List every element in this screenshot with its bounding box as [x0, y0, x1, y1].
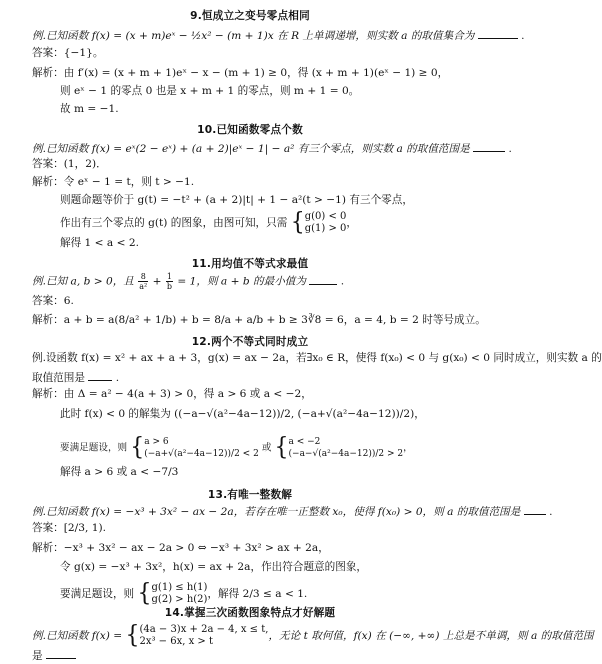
fraction-8-over-a2 — [138, 272, 148, 291]
section-14-title: 14.掌握三次函数图象特点才好解题 — [164, 607, 336, 619]
condition-stack — [152, 582, 208, 606]
section-11-answer: 答案：6. — [32, 295, 74, 307]
section-12-solution-line-1: 解析：由 Δ = a² − 4(a + 3) > 0，得 a > 6 或 a < −2， — [32, 388, 312, 400]
left-brace: { — [125, 621, 140, 650]
condition-1: a > 6 — [144, 437, 169, 447]
answer-blank — [309, 274, 337, 285]
denominator: b — [166, 282, 173, 291]
section-9-solution-line-3: 故 m = −1. — [60, 103, 119, 115]
numerator: 8 — [138, 272, 148, 282]
section-13-example-text: 例.已知函数 f(x) = −x³ + 3x² − ax − 2a，若存在唯一正整数 x₀，使得 f(x₀) > 0，则 a 的取值范围是 — [32, 506, 521, 518]
condition-stack-1 — [144, 436, 259, 460]
section-12-sol3-text: 要满足题设，则 — [60, 442, 128, 454]
answer-blank — [473, 141, 505, 152]
section-12-example-line-1: 例.设函数 f(x) = x² + ax + a + 3，g(x) = ax − 2a，若∃x₀ ∈ R，使得 f(x₀) < 0 与 g(x₀) < 0 同时成立，则实数 a 的 — [32, 352, 602, 364]
piecewise-stack — [139, 624, 268, 648]
period-mark: . — [549, 506, 553, 518]
section-12-solution-line-4: 解得 a > 6 或 a < −7/3 — [60, 466, 179, 478]
condition-2: g(1) > 0 — [304, 223, 347, 234]
answer-blank — [524, 504, 546, 515]
section-11-example — [32, 272, 344, 291]
section-9-solution-line-1: 解析：由 f′(x) = (x + m + 1)eˣ − x − (m + 1) ≥ 0，得 (x + m + 1)(eˣ − 1) ≥ 0， — [32, 67, 449, 79]
section-11-example-text-b: = 1，则 a + b 的最小值为 — [177, 275, 306, 288]
condition-1: a < −2 — [288, 437, 321, 447]
condition-stack-2 — [289, 436, 404, 460]
piece-1: (4a − 3)x + 2a − 4, x ≤ t, — [139, 624, 269, 635]
section-10-example — [32, 141, 512, 156]
period-mark: . — [521, 30, 525, 42]
left-brace: { — [274, 433, 289, 462]
section-14-example-line-2-text: 是 — [32, 650, 43, 662]
answer-blank — [46, 648, 76, 659]
section-11-example-text-a: 例.已知 a, b > 0，且 — [32, 275, 134, 288]
condition-1: g(0) < 0 — [304, 211, 347, 222]
plus-sign: + — [152, 275, 162, 288]
section-14-example-text-a: 例.已知函数 f(x) = — [32, 630, 123, 642]
section-9-answer: 答案：{−1}。 — [32, 47, 104, 59]
fraction-1-over-b — [166, 272, 173, 291]
condition-2: (−a−√(a²−4a−12))/2 > 2 — [288, 449, 404, 459]
section-9-example — [32, 28, 525, 43]
condition-2: g(2) > h(2) — [151, 594, 208, 605]
period-mark: . — [115, 372, 120, 384]
or-word: 或 — [261, 442, 272, 454]
numerator: 1 — [166, 272, 172, 281]
section-14-example-text-c: ，无论 t 取何值，f(x) 在 (−∞, +∞) 上总是不单调，则 a 的取值范围 — [268, 630, 594, 642]
section-9-title: 9.恒成立之变号零点相同 — [190, 10, 310, 22]
answer-blank — [88, 370, 112, 381]
section-11-solution: 解析：a + b = a(8/a² + 1/b) + b = 8/a + a/b + b ≥ 3∛8 = 6，a = 4, b = 2 时等号成立。 — [32, 314, 486, 326]
condition-1: g(1) ≤ h(1) — [151, 582, 208, 593]
section-9-example-text: 例.已知函数 f(x) = (x + m)eˣ − ½x² − (m + 1)x 在 R 上单调递增，则实数 a 的取值集合为 — [32, 30, 475, 42]
section-10-title: 10.已知函数零点个数 — [197, 124, 303, 136]
section-12-solution-line-2: 此时 f(x) < 0 的解集为 ((−a−√(a²−4a−12))/2, (−a+√(a²−4a−12))/2)， — [60, 408, 425, 420]
section-13-sol3-text: 要满足题设，则 — [60, 588, 135, 600]
section-14-example — [32, 621, 594, 650]
section-10-solution-line-3 — [60, 208, 357, 237]
section-13-solution-line-3 — [60, 579, 308, 608]
section-10-sol3-end: ， — [346, 217, 357, 229]
period-mark: . — [340, 275, 345, 288]
comma: ， — [403, 442, 413, 454]
section-12-solution-line-3 — [60, 433, 413, 462]
section-10-answer: 答案：(1，2)． — [32, 158, 107, 170]
section-11-title: 11.用均值不等式求最值 — [191, 258, 309, 270]
left-brace: { — [130, 433, 145, 462]
section-12-title: 12.两个不等式同时成立 — [191, 336, 309, 348]
section-13-solution-line-1: 解析：−x³ + 3x² − ax − 2a > 0 ⇔ −x³ + 3x² > ax + 2a， — [32, 542, 329, 554]
section-13-title: 13.有唯一整数解 — [207, 489, 293, 501]
section-13-answer: 答案：[2/3, 1). — [32, 522, 106, 534]
section-9-solution-line-2: 则 eˣ − 1 的零点 0 也是 x + m + 1 的零点，则 m + 1 = 0。 — [60, 85, 360, 97]
condition-stack — [305, 211, 347, 235]
section-10-solution-line-2: 则题命题等价于 g(t) = −t² + (a + 2)|t| + 1 − a²(t > −1) 有三个零点， — [60, 194, 413, 206]
section-10-sol3-text: 作出有三个零点的 g(t) 的图象，由图可知，只需 — [60, 217, 288, 229]
section-10-example-text: 例.已知函数 f(x) = eˣ(2 − eˣ) + (a + 2)|eˣ − 1| − a² 有三个零点，则实数 a 的取值范围是 — [32, 143, 470, 155]
section-12-example-line-2 — [32, 370, 119, 385]
period-mark: . — [508, 143, 512, 155]
section-13-solution-line-2: 令 g(x) = −x³ + 3x²，h(x) = ax + 2a，作出符合题意的图象， — [60, 561, 368, 573]
condition-2: (−a+√(a²−4a−12))/2 < 2 — [144, 449, 259, 459]
denominator: a² — [139, 282, 148, 291]
answer-blank — [478, 28, 518, 39]
section-13-sol3-end: ，解得 2/3 ≤ a < 1. — [207, 588, 308, 600]
section-12-example-line-2-text: 取值范围是 — [32, 372, 85, 384]
section-10-solution-line-4: 解得 1 < a < 2. — [60, 237, 139, 249]
section-14-example-line-2 — [32, 648, 76, 663]
section-10-solution-line-1: 解析：令 eˣ − 1 = t，则 t > −1. — [32, 176, 195, 188]
left-brace: { — [137, 579, 152, 608]
left-brace: { — [290, 208, 305, 237]
piece-2: 2x³ − 6x, x > t — [139, 636, 213, 647]
section-13-example — [32, 504, 552, 519]
